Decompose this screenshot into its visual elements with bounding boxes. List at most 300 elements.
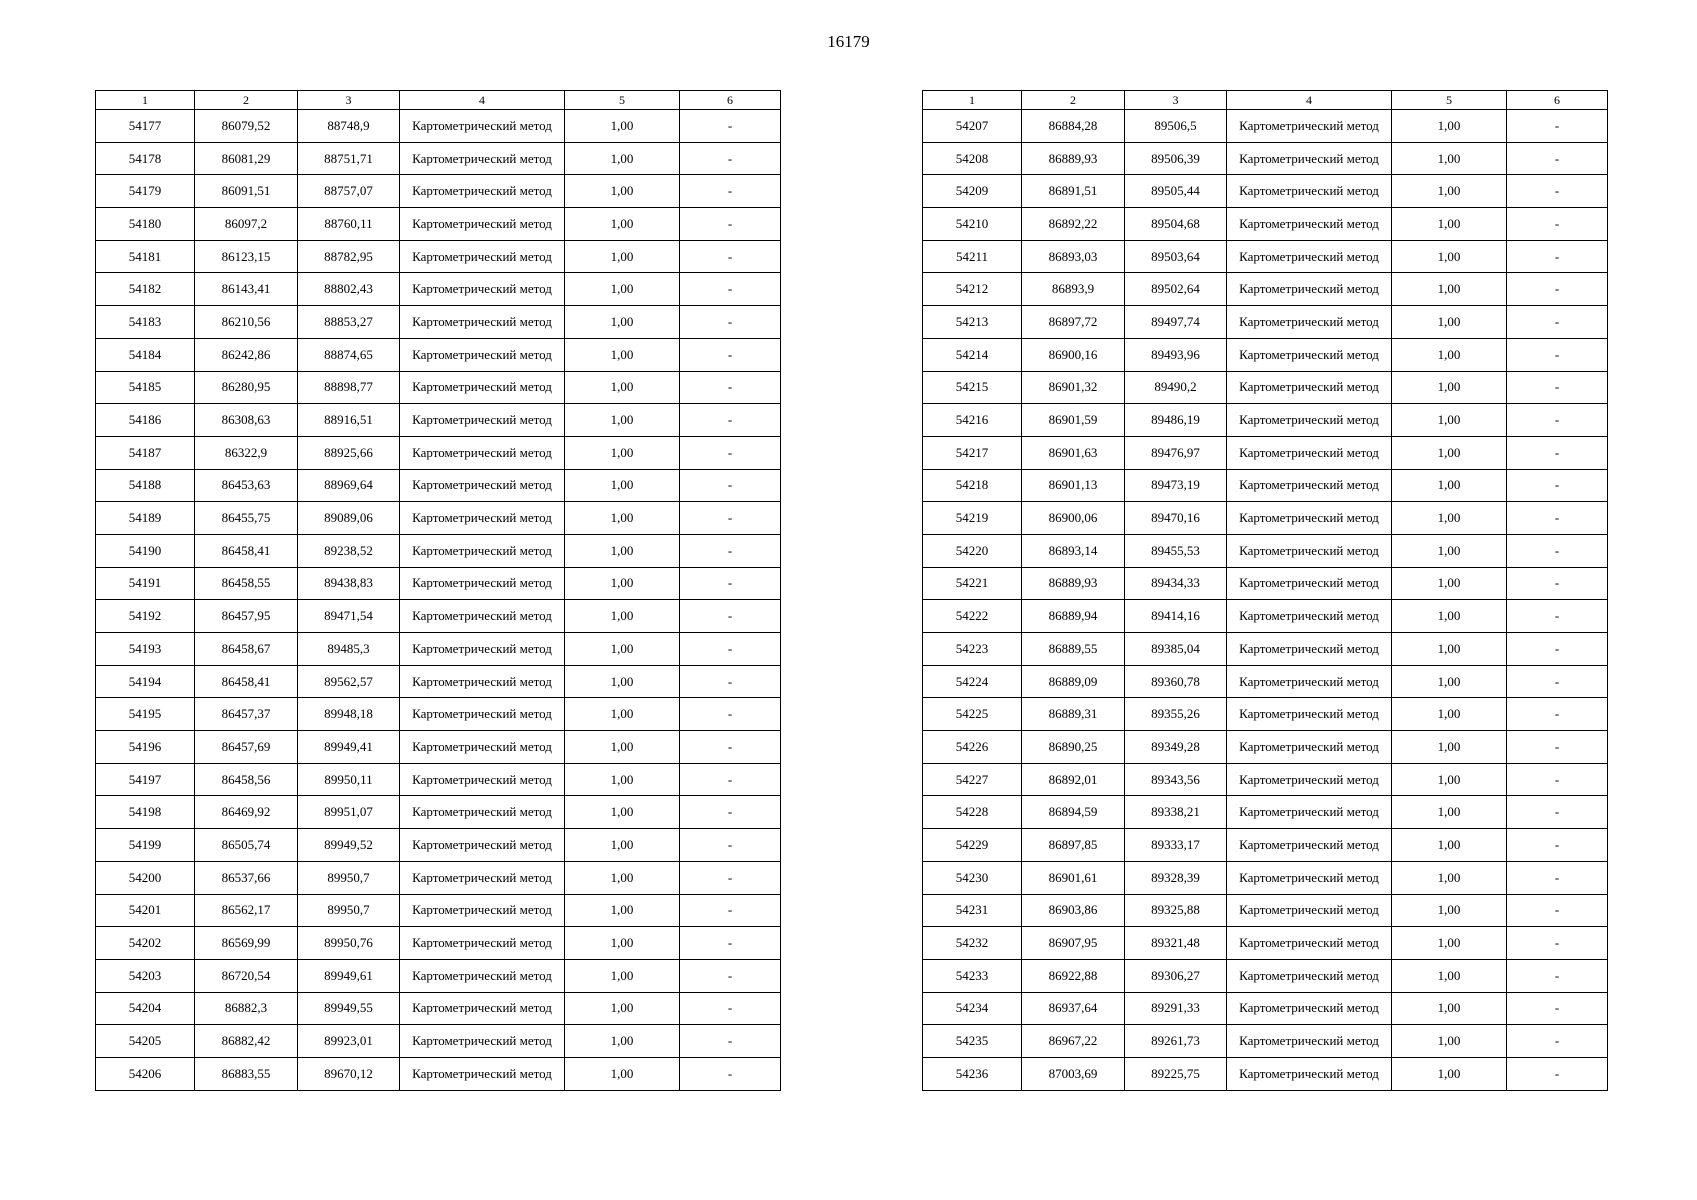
accuracy-cell: 1,00 (565, 894, 680, 927)
note-cell: - (680, 829, 781, 862)
y-coordinate-cell: 89951,07 (298, 796, 400, 829)
accuracy-cell: 1,00 (565, 829, 680, 862)
point-number-cell: 54202 (96, 927, 195, 960)
method-cell: Картометрический метод (1227, 273, 1392, 306)
accuracy-cell: 1,00 (565, 240, 680, 273)
note-cell: - (1507, 240, 1608, 273)
table-body (923, 110, 1608, 1091)
y-coordinate-cell: 89470,16 (1125, 502, 1227, 535)
method-cell: Картометрический метод (400, 175, 565, 208)
column-header: 6 (680, 91, 781, 110)
note-cell: - (680, 633, 781, 666)
x-coordinate-cell: 86457,37 (195, 698, 298, 731)
table-row (923, 436, 1608, 469)
method-cell: Картометрический метод (1227, 796, 1392, 829)
accuracy-cell: 1,00 (565, 371, 680, 404)
point-number-cell: 54178 (96, 142, 195, 175)
y-coordinate-cell: 89261,73 (1125, 1025, 1227, 1058)
point-number-cell: 54190 (96, 534, 195, 567)
point-number-cell: 54198 (96, 796, 195, 829)
x-coordinate-cell: 86901,59 (1022, 404, 1125, 437)
accuracy-cell: 1,00 (1392, 371, 1507, 404)
method-cell: Картометрический метод (1227, 698, 1392, 731)
table-row (923, 861, 1608, 894)
y-coordinate-cell: 89502,64 (1125, 273, 1227, 306)
point-number-cell: 54181 (96, 240, 195, 273)
accuracy-cell: 1,00 (565, 469, 680, 502)
note-cell: - (680, 306, 781, 339)
point-number-cell: 54211 (923, 240, 1022, 273)
y-coordinate-cell: 89321,48 (1125, 927, 1227, 960)
accuracy-cell: 1,00 (565, 600, 680, 633)
note-cell: - (1507, 959, 1608, 992)
note-cell: - (680, 1057, 781, 1090)
x-coordinate-cell: 86901,61 (1022, 861, 1125, 894)
x-coordinate-cell: 86900,16 (1022, 338, 1125, 371)
point-number-cell: 54230 (923, 861, 1022, 894)
page-number: 16179 (827, 32, 870, 51)
y-coordinate-cell: 89360,78 (1125, 665, 1227, 698)
column-header: 1 (923, 91, 1022, 110)
left-coordinates-table (95, 90, 781, 1091)
x-coordinate-cell: 86922,88 (1022, 959, 1125, 992)
x-coordinate-cell: 87003,69 (1022, 1057, 1125, 1090)
method-cell: Картометрический метод (1227, 306, 1392, 339)
point-number-cell: 54200 (96, 861, 195, 894)
method-cell: Картометрический метод (400, 600, 565, 633)
table-row (96, 927, 781, 960)
table-row (923, 404, 1608, 437)
method-cell: Картометрический метод (400, 534, 565, 567)
x-coordinate-cell: 86308,63 (195, 404, 298, 437)
table-row (96, 633, 781, 666)
point-number-cell: 54220 (923, 534, 1022, 567)
accuracy-cell: 1,00 (1392, 861, 1507, 894)
method-cell: Картометрический метод (1227, 502, 1392, 535)
table-row (96, 338, 781, 371)
accuracy-cell: 1,00 (1392, 894, 1507, 927)
y-coordinate-cell: 89670,12 (298, 1057, 400, 1090)
accuracy-cell: 1,00 (1392, 665, 1507, 698)
x-coordinate-cell: 86280,95 (195, 371, 298, 404)
method-cell: Картометрический метод (1227, 600, 1392, 633)
method-cell: Картометрический метод (400, 992, 565, 1025)
point-number-cell: 54224 (923, 665, 1022, 698)
x-coordinate-cell: 86897,72 (1022, 306, 1125, 339)
point-number-cell: 54182 (96, 273, 195, 306)
table-row (923, 142, 1608, 175)
point-number-cell: 54219 (923, 502, 1022, 535)
y-coordinate-cell: 89950,7 (298, 861, 400, 894)
x-coordinate-cell: 86457,69 (195, 731, 298, 764)
x-coordinate-cell: 86897,85 (1022, 829, 1125, 862)
header-row (923, 91, 1608, 110)
point-number-cell: 54179 (96, 175, 195, 208)
table-row (96, 1025, 781, 1058)
accuracy-cell: 1,00 (1392, 338, 1507, 371)
x-coordinate-cell: 86893,9 (1022, 273, 1125, 306)
point-number-cell: 54236 (923, 1057, 1022, 1090)
table-row (96, 665, 781, 698)
accuracy-cell: 1,00 (565, 1057, 680, 1090)
method-cell: Картометрический метод (400, 404, 565, 437)
x-coordinate-cell: 86569,99 (195, 927, 298, 960)
table-row (923, 796, 1608, 829)
method-cell: Картометрический метод (400, 273, 565, 306)
table-row (96, 175, 781, 208)
y-coordinate-cell: 89355,26 (1125, 698, 1227, 731)
point-number-cell: 54217 (923, 436, 1022, 469)
note-cell: - (680, 534, 781, 567)
accuracy-cell: 1,00 (565, 306, 680, 339)
accuracy-cell: 1,00 (565, 338, 680, 371)
note-cell: - (1507, 1057, 1608, 1090)
note-cell: - (1507, 992, 1608, 1025)
y-coordinate-cell: 88802,43 (298, 273, 400, 306)
table-row (923, 829, 1608, 862)
y-coordinate-cell: 89485,3 (298, 633, 400, 666)
x-coordinate-cell: 86123,15 (195, 240, 298, 273)
table-row (923, 927, 1608, 960)
column-header: 4 (1227, 91, 1392, 110)
point-number-cell: 54205 (96, 1025, 195, 1058)
table-row (96, 698, 781, 731)
column-header: 3 (298, 91, 400, 110)
point-number-cell: 54210 (923, 208, 1022, 241)
table-row (923, 1057, 1608, 1090)
x-coordinate-cell: 86937,64 (1022, 992, 1125, 1025)
y-coordinate-cell: 88898,77 (298, 371, 400, 404)
point-number-cell: 54196 (96, 731, 195, 764)
table-row (96, 861, 781, 894)
method-cell: Картометрический метод (400, 371, 565, 404)
accuracy-cell: 1,00 (565, 959, 680, 992)
table-row (923, 894, 1608, 927)
note-cell: - (680, 763, 781, 796)
x-coordinate-cell: 86562,17 (195, 894, 298, 927)
accuracy-cell: 1,00 (1392, 175, 1507, 208)
accuracy-cell: 1,00 (565, 502, 680, 535)
method-cell: Картометрический метод (400, 763, 565, 796)
accuracy-cell: 1,00 (1392, 763, 1507, 796)
note-cell: - (1507, 142, 1608, 175)
y-coordinate-cell: 89306,27 (1125, 959, 1227, 992)
accuracy-cell: 1,00 (1392, 502, 1507, 535)
y-coordinate-cell: 89923,01 (298, 1025, 400, 1058)
accuracy-cell: 1,00 (1392, 142, 1507, 175)
y-coordinate-cell: 88757,07 (298, 175, 400, 208)
x-coordinate-cell: 86882,3 (195, 992, 298, 1025)
note-cell: - (1507, 534, 1608, 567)
point-number-cell: 54221 (923, 567, 1022, 600)
y-coordinate-cell: 88853,27 (298, 306, 400, 339)
point-number-cell: 54187 (96, 436, 195, 469)
method-cell: Картометрический метод (1227, 731, 1392, 764)
note-cell: - (680, 1025, 781, 1058)
note-cell: - (680, 273, 781, 306)
x-coordinate-cell: 86901,63 (1022, 436, 1125, 469)
x-coordinate-cell: 86091,51 (195, 175, 298, 208)
method-cell: Картометрический метод (1227, 567, 1392, 600)
x-coordinate-cell: 86890,25 (1022, 731, 1125, 764)
point-number-cell: 54183 (96, 306, 195, 339)
accuracy-cell: 1,00 (1392, 306, 1507, 339)
x-coordinate-cell: 86893,14 (1022, 534, 1125, 567)
x-coordinate-cell: 86903,86 (1022, 894, 1125, 927)
method-cell: Картометрический метод (400, 208, 565, 241)
method-cell: Картометрический метод (400, 567, 565, 600)
y-coordinate-cell: 89504,68 (1125, 208, 1227, 241)
y-coordinate-cell: 89089,06 (298, 502, 400, 535)
note-cell: - (1507, 927, 1608, 960)
note-cell: - (680, 404, 781, 437)
table-row (923, 208, 1608, 241)
y-coordinate-cell: 89493,96 (1125, 338, 1227, 371)
y-coordinate-cell: 89434,33 (1125, 567, 1227, 600)
accuracy-cell: 1,00 (565, 731, 680, 764)
x-coordinate-cell: 86900,06 (1022, 502, 1125, 535)
note-cell: - (680, 698, 781, 731)
point-number-cell: 54199 (96, 829, 195, 862)
x-coordinate-cell: 86458,41 (195, 534, 298, 567)
point-number-cell: 54216 (923, 404, 1022, 437)
point-number-cell: 54197 (96, 763, 195, 796)
y-coordinate-cell: 89291,33 (1125, 992, 1227, 1025)
method-cell: Картометрический метод (400, 338, 565, 371)
accuracy-cell: 1,00 (565, 567, 680, 600)
point-number-cell: 54232 (923, 927, 1022, 960)
point-number-cell: 54192 (96, 600, 195, 633)
point-number-cell: 54226 (923, 731, 1022, 764)
y-coordinate-cell: 89506,5 (1125, 110, 1227, 143)
x-coordinate-cell: 86891,51 (1022, 175, 1125, 208)
point-number-cell: 54191 (96, 567, 195, 600)
method-cell: Картометрический метод (1227, 992, 1392, 1025)
table-row (923, 992, 1608, 1025)
y-coordinate-cell: 89950,76 (298, 927, 400, 960)
method-cell: Картометрический метод (400, 665, 565, 698)
y-coordinate-cell: 88748,9 (298, 110, 400, 143)
y-coordinate-cell: 88751,71 (298, 142, 400, 175)
method-cell: Картометрический метод (1227, 1025, 1392, 1058)
point-number-cell: 54186 (96, 404, 195, 437)
y-coordinate-cell: 89950,11 (298, 763, 400, 796)
y-coordinate-cell: 89338,21 (1125, 796, 1227, 829)
note-cell: - (680, 992, 781, 1025)
note-cell: - (1507, 436, 1608, 469)
point-number-cell: 54212 (923, 273, 1022, 306)
table-row (96, 763, 781, 796)
table-body (96, 110, 781, 1091)
x-coordinate-cell: 86883,55 (195, 1057, 298, 1090)
note-cell: - (1507, 306, 1608, 339)
table-row (923, 534, 1608, 567)
accuracy-cell: 1,00 (1392, 273, 1507, 306)
note-cell: - (1507, 273, 1608, 306)
note-cell: - (1507, 894, 1608, 927)
method-cell: Картометрический метод (400, 436, 565, 469)
accuracy-cell: 1,00 (1392, 796, 1507, 829)
accuracy-cell: 1,00 (1392, 1025, 1507, 1058)
point-number-cell: 54228 (923, 796, 1022, 829)
y-coordinate-cell: 89506,39 (1125, 142, 1227, 175)
method-cell: Картометрический метод (1227, 927, 1392, 960)
point-number-cell: 54180 (96, 208, 195, 241)
table-row (923, 338, 1608, 371)
accuracy-cell: 1,00 (1392, 1057, 1507, 1090)
table-row (96, 208, 781, 241)
method-cell: Картометрический метод (1227, 371, 1392, 404)
y-coordinate-cell: 89473,19 (1125, 469, 1227, 502)
method-cell: Картометрический метод (1227, 1057, 1392, 1090)
accuracy-cell: 1,00 (1392, 927, 1507, 960)
table-row (923, 1025, 1608, 1058)
accuracy-cell: 1,00 (565, 633, 680, 666)
accuracy-cell: 1,00 (1392, 110, 1507, 143)
point-number-cell: 54209 (923, 175, 1022, 208)
y-coordinate-cell: 89343,56 (1125, 763, 1227, 796)
x-coordinate-cell: 86967,22 (1022, 1025, 1125, 1058)
note-cell: - (1507, 338, 1608, 371)
point-number-cell: 54207 (923, 110, 1022, 143)
accuracy-cell: 1,00 (1392, 633, 1507, 666)
method-cell: Картометрический метод (400, 927, 565, 960)
method-cell: Картометрический метод (400, 959, 565, 992)
note-cell: - (1507, 502, 1608, 535)
point-number-cell: 54229 (923, 829, 1022, 862)
x-coordinate-cell: 86242,86 (195, 338, 298, 371)
accuracy-cell: 1,00 (1392, 208, 1507, 241)
accuracy-cell: 1,00 (565, 992, 680, 1025)
accuracy-cell: 1,00 (565, 534, 680, 567)
note-cell: - (1507, 861, 1608, 894)
method-cell: Картометрический метод (1227, 534, 1392, 567)
note-cell: - (1507, 175, 1608, 208)
x-coordinate-cell: 86889,55 (1022, 633, 1125, 666)
point-number-cell: 54204 (96, 992, 195, 1025)
method-cell: Картометрический метод (1227, 436, 1392, 469)
column-header: 4 (400, 91, 565, 110)
accuracy-cell: 1,00 (1392, 959, 1507, 992)
point-number-cell: 54201 (96, 894, 195, 927)
note-cell: - (1507, 763, 1608, 796)
y-coordinate-cell: 89438,83 (298, 567, 400, 600)
x-coordinate-cell: 86893,03 (1022, 240, 1125, 273)
x-coordinate-cell: 86537,66 (195, 861, 298, 894)
y-coordinate-cell: 89505,44 (1125, 175, 1227, 208)
x-coordinate-cell: 86720,54 (195, 959, 298, 992)
accuracy-cell: 1,00 (1392, 469, 1507, 502)
note-cell: - (1507, 698, 1608, 731)
y-coordinate-cell: 89497,74 (1125, 306, 1227, 339)
table-row (96, 829, 781, 862)
accuracy-cell: 1,00 (565, 861, 680, 894)
accuracy-cell: 1,00 (1392, 992, 1507, 1025)
point-number-cell: 54223 (923, 633, 1022, 666)
note-cell: - (680, 502, 781, 535)
table-row (96, 436, 781, 469)
table-row (96, 567, 781, 600)
y-coordinate-cell: 88916,51 (298, 404, 400, 437)
x-coordinate-cell: 86901,32 (1022, 371, 1125, 404)
table-row (923, 600, 1608, 633)
x-coordinate-cell: 86322,9 (195, 436, 298, 469)
accuracy-cell: 1,00 (1392, 567, 1507, 600)
x-coordinate-cell: 86882,42 (195, 1025, 298, 1058)
x-coordinate-cell: 86894,59 (1022, 796, 1125, 829)
method-cell: Картометрический метод (400, 110, 565, 143)
accuracy-cell: 1,00 (565, 1025, 680, 1058)
table-row (96, 142, 781, 175)
method-cell: Картометрический метод (1227, 665, 1392, 698)
x-coordinate-cell: 86889,94 (1022, 600, 1125, 633)
table-row (923, 731, 1608, 764)
table-row (923, 110, 1608, 143)
method-cell: Картометрический метод (1227, 894, 1392, 927)
y-coordinate-cell: 89328,39 (1125, 861, 1227, 894)
y-coordinate-cell: 89385,04 (1125, 633, 1227, 666)
x-coordinate-cell: 86901,13 (1022, 469, 1125, 502)
method-cell: Картометрический метод (1227, 469, 1392, 502)
method-cell: Картометрический метод (1227, 175, 1392, 208)
table-row (96, 240, 781, 273)
y-coordinate-cell: 89333,17 (1125, 829, 1227, 862)
right-coordinates-table (922, 90, 1608, 1091)
header-row (96, 91, 781, 110)
note-cell: - (1507, 404, 1608, 437)
x-coordinate-cell: 86458,67 (195, 633, 298, 666)
note-cell: - (680, 208, 781, 241)
point-number-cell: 54189 (96, 502, 195, 535)
point-number-cell: 54225 (923, 698, 1022, 731)
table-row (923, 763, 1608, 796)
x-coordinate-cell: 86505,74 (195, 829, 298, 862)
note-cell: - (680, 861, 781, 894)
accuracy-cell: 1,00 (565, 273, 680, 306)
method-cell: Картометрический метод (1227, 404, 1392, 437)
table-row (923, 698, 1608, 731)
x-coordinate-cell: 86143,41 (195, 273, 298, 306)
y-coordinate-cell: 89486,19 (1125, 404, 1227, 437)
y-coordinate-cell: 89238,52 (298, 534, 400, 567)
accuracy-cell: 1,00 (565, 796, 680, 829)
table-row (96, 371, 781, 404)
method-cell: Картометрический метод (400, 142, 565, 175)
method-cell: Картометрический метод (400, 633, 565, 666)
table-row (96, 110, 781, 143)
point-number-cell: 54203 (96, 959, 195, 992)
method-cell: Картометрический метод (1227, 142, 1392, 175)
x-coordinate-cell: 86889,93 (1022, 567, 1125, 600)
note-cell: - (680, 142, 781, 175)
accuracy-cell: 1,00 (1392, 436, 1507, 469)
table-row (923, 502, 1608, 535)
point-number-cell: 54234 (923, 992, 1022, 1025)
column-header: 1 (96, 91, 195, 110)
y-coordinate-cell: 88969,64 (298, 469, 400, 502)
point-number-cell: 54195 (96, 698, 195, 731)
accuracy-cell: 1,00 (565, 698, 680, 731)
method-cell: Картометрический метод (1227, 208, 1392, 241)
column-header: 3 (1125, 91, 1227, 110)
x-coordinate-cell: 86889,93 (1022, 142, 1125, 175)
y-coordinate-cell: 89949,61 (298, 959, 400, 992)
y-coordinate-cell: 89949,55 (298, 992, 400, 1025)
accuracy-cell: 1,00 (565, 208, 680, 241)
column-header: 2 (1022, 91, 1125, 110)
table-row (923, 175, 1608, 208)
y-coordinate-cell: 88782,95 (298, 240, 400, 273)
